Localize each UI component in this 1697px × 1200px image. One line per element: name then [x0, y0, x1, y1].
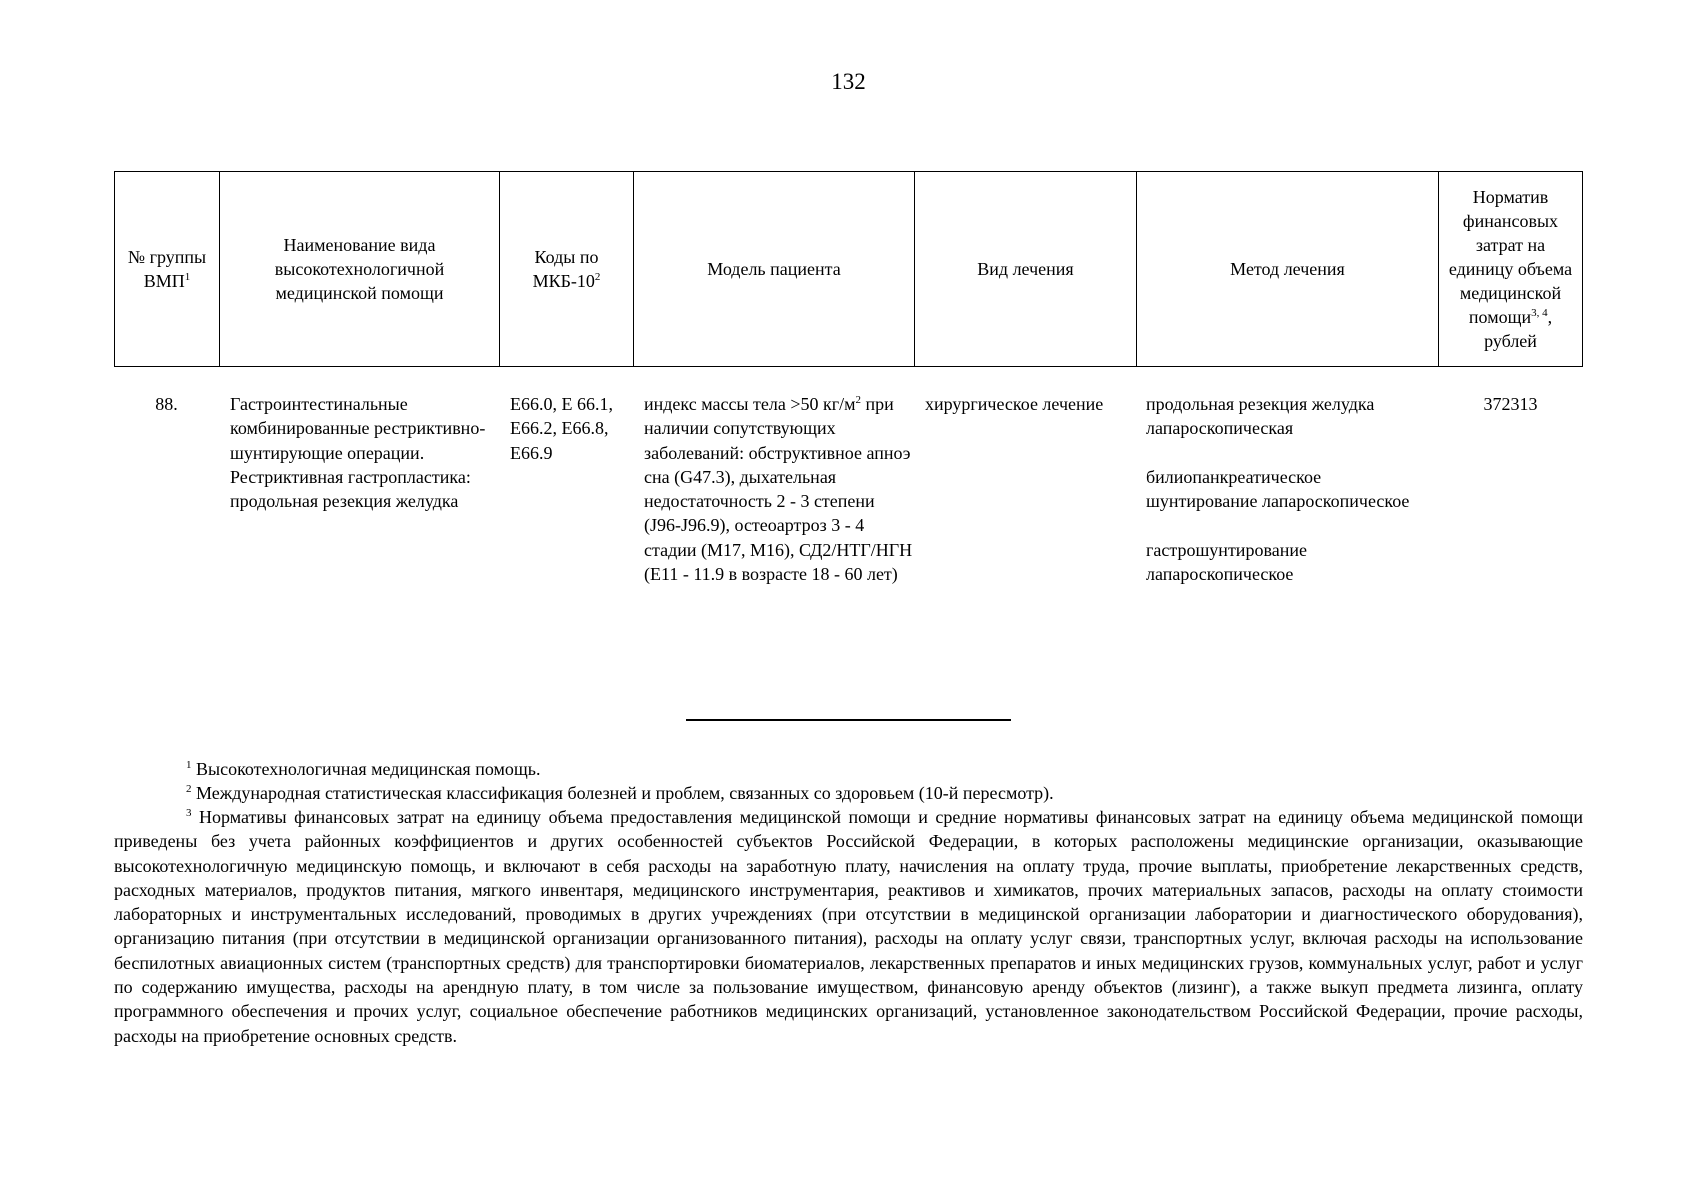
header-patient-model: [633, 171, 914, 367]
header-patient-model-label: Модель пациента: [707, 259, 841, 279]
row-treatment-type: хирургическое лечение: [925, 394, 1104, 414]
method-item: продольная резекция желудка лапароскопическая: [1146, 394, 1375, 439]
header-name: [219, 171, 499, 367]
footnote-separator: [686, 719, 1011, 721]
row-patient-model: [644, 392, 914, 586]
footnote-ref-2: 2: [594, 271, 601, 283]
footnote-text: Высокотехнологичная медицинская помощь.: [191, 759, 541, 779]
method-item: гастрошунтирование лапароскопическое: [1146, 539, 1307, 585]
header-treatment-type-label: Вид лечения: [977, 259, 1074, 279]
row-norm: 372313: [1483, 394, 1538, 414]
header-treatment-method-label: Метод лечения: [1230, 259, 1345, 279]
footnote-3: [114, 805, 1583, 1048]
footnote-2: [114, 781, 1583, 805]
method-item: билиопанкреатическое шунтирование лапароскопическое: [1146, 466, 1410, 512]
row-patient-model-sup: 2: [855, 394, 862, 406]
footnote-1: [114, 757, 1583, 781]
row-treatment-methods: [1146, 392, 1426, 586]
row-group-no: 88.: [155, 394, 178, 414]
header-group-no: [114, 171, 219, 367]
footnote-ref-1: 1: [184, 271, 191, 283]
header-norm-unit: , рублей: [1484, 307, 1553, 351]
header-norm-label: Норматив финансовых затрат на единицу объема медицинской помощи: [1448, 187, 1573, 327]
header-treatment-type: [914, 171, 1136, 367]
row-patient-model-post: при наличии сопутствующих заболеваний: обструктивное апноэ сна (G47.3), дыхательная недостаточность 2 - 3 степени (J96-J96.9), остеоартроз 3 - 4 стадии (M17, M16), СД2/НТГ/НГН (E11 - 11.9 в возрасте 18 - 60 лет): [644, 394, 913, 585]
header-codes: [499, 171, 633, 367]
footnote-text: Нормативы финансовых затрат на единицу объема предоставления медицинской помощи и средние нормативы финансовых затрат на единицу объема медицинской помощи приведены без учета районных коэффициентов и других особенностей субъектов Российской Федерации, в которых расположены медицинские организации, оказывающие высокотехнологичную медицинскую помощь, и включают в себя расходы на заработную плату, начисления на оплату труда, прочие выплаты, приобретение лекарственных средств, расходных материалов, продуктов питания, мягкого инвентаря, медицинского инструментария, реактивов и химикатов, прочих материальных запасов, расходы на оплату стоимости лабораторных и инструментальных исследований, проводимых в других учреждениях (при отсутствии в медицинской организации лаборатории и диагностического оборудования), организацию питания (при отсутствии в медицинской организации организованного питания), расходы на оплату услуг связи, транспортных услуг, включая расходы на использование беспилотных авиационных систем (транспортных средств) для транспортировки биоматериалов, лекарственных препаратов и иных медицинских грузов, коммунальных услуг, работ и услуг по содержанию имущества, расходы на арендную плату, в том числе за пользование имуществом, финансовую аренду объектов (лизинг), а также выкуп предмета лизинга, оплату программного обеспечения и прочих услуг, социальное обеспечение работников медицинских организаций, установленное законодательством Российской Федерации, прочие расходы, расходы на приобретение основных средств.: [114, 807, 1583, 1046]
footnote-text: Международная статистическая классификация болезней и проблем, связанных со здоровьем (10-й пересмотр).: [191, 783, 1054, 803]
row-codes: E66.0, E 66.1, E66.2, E66.8, E66.9: [510, 394, 613, 463]
footnote-mark: 3: [186, 807, 192, 819]
row-name: Гастроинтестинальные комбинированные рестриктивно-шунтирующие операции. Рестриктивная гастропластика: продольная резекция желудка: [230, 394, 486, 512]
page-number: 132: [831, 69, 866, 94]
footnote-mark: 1: [186, 759, 192, 771]
header-name-label: Наименование вида высокотехнологичной медицинской помощи: [274, 235, 445, 303]
table-header: [114, 171, 1583, 367]
header-group-no-label: № группы ВМП: [127, 247, 207, 291]
footnote-mark: 2: [186, 783, 192, 795]
header-codes-label: Коды по МКБ-10: [532, 247, 599, 291]
row-patient-model-pre: индекс массы тела >50 кг/м: [644, 394, 856, 414]
header-norm: [1438, 171, 1583, 367]
header-treatment-method: [1136, 171, 1438, 367]
footnote-ref-3-4: 3, 4: [1531, 307, 1548, 319]
